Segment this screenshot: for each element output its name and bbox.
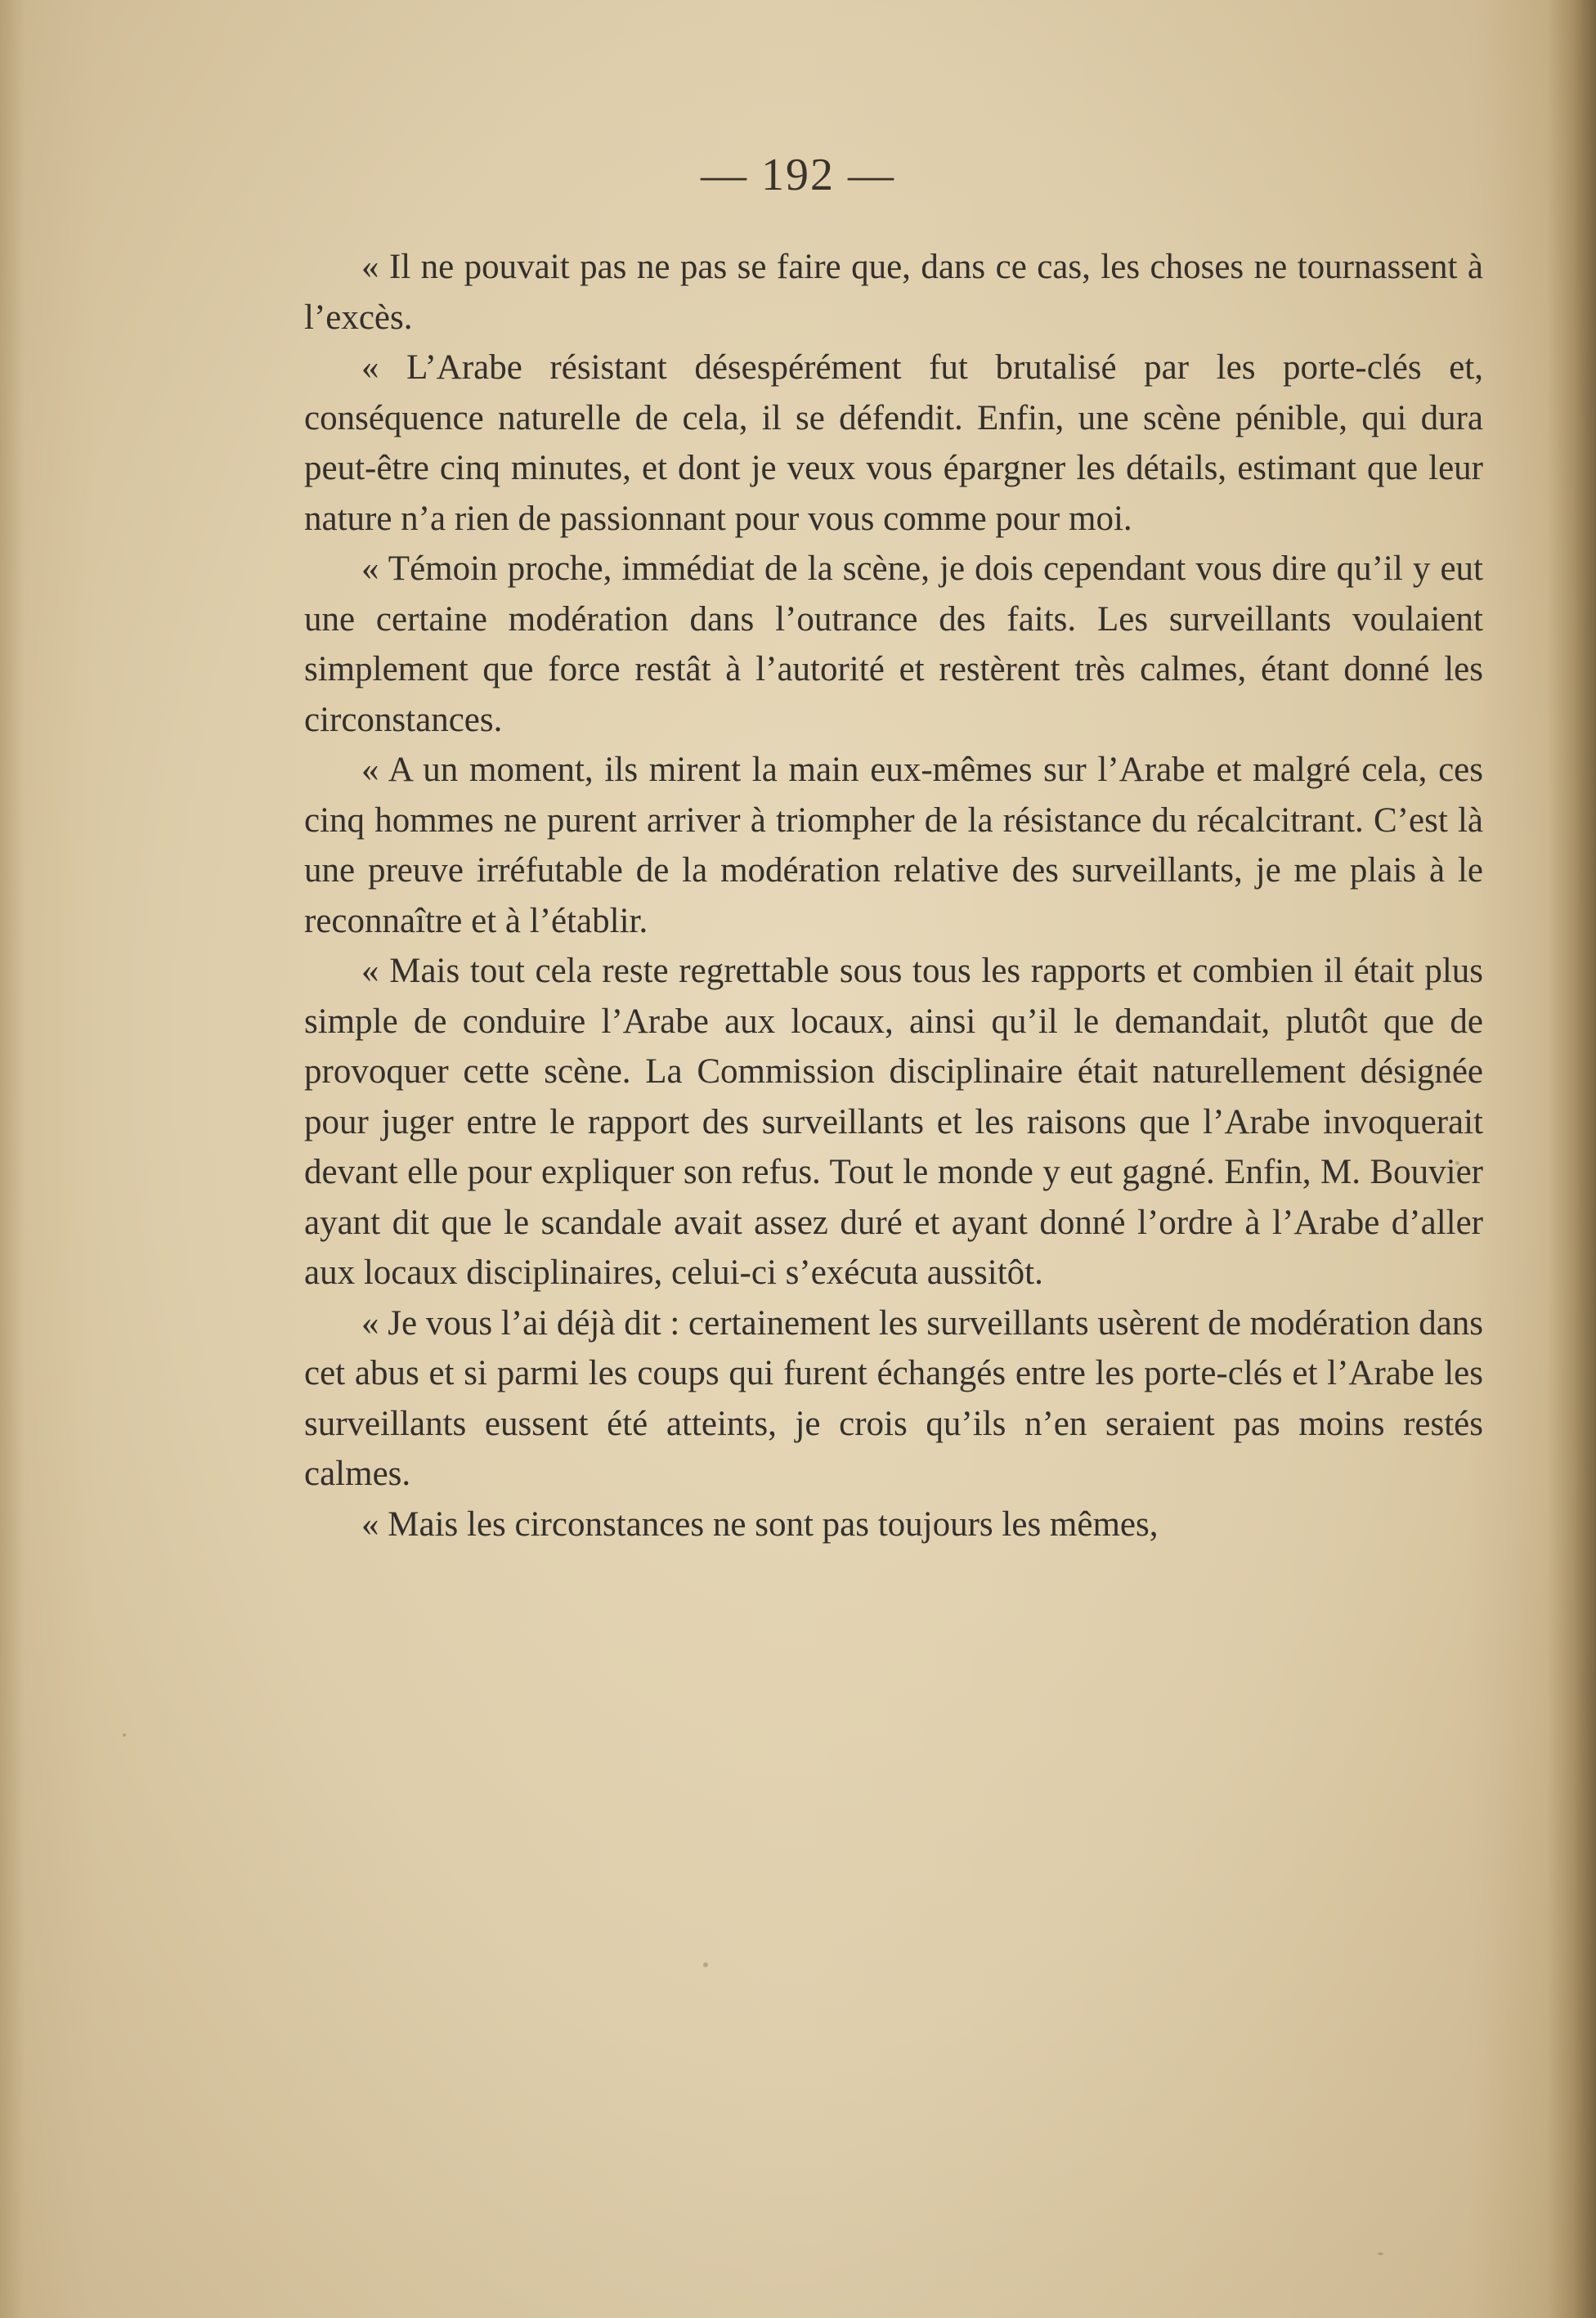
page-right-edge-shadow <box>1547 0 1596 2318</box>
paper-speck <box>123 1733 126 1737</box>
paragraph: « Mais tout cela reste regrettable sous tous les rapports et combien il était plus simple de conduire l’Arabe aux locaux, ainsi qu’il le demandait, plutôt que de provoquer cette scène. La Commission disciplinaire était naturellement désignée pour juger entre le rapport des surveillants et les raisons que l’Arabe invoquerait devant elle pour expliquer son refus. Tout le monde y eut gagné. Enfin, M. Bouvier ayant dit que le scandale avait assez duré et ayant donné l’ordre à l’Arabe d’aller aux locaux disciplinaires, celui-ci s’exécuta aussitôt. <box>304 952 1483 1292</box>
paragraph: « A un moment, ils mirent la main eux-mêmes sur l’Arabe et malgré cela, ces cinq hommes ne purent arriver à triompher de la résistance du récalcitrant. C’est là une preuve irréfutable de la modération relative des surveillants, je me plais à le reconnaître et à l’établir. <box>304 751 1483 940</box>
paper-speck <box>703 1962 708 1967</box>
paragraph: « Mais les circonstances ne sont pas toujours les mêmes, <box>361 1504 1159 1544</box>
paragraph: « Je vous l’ai déjà dit : certainement les surveillants usèrent de modération dans cet abus et si parmi les coups qui furent échangés entre les porte-clés et l’Arabe les surveillants eussent été atteints, je crois qu’ils n’en seraient pas moins restés calmes. <box>304 1303 1484 1493</box>
paragraph: « Il ne pouvait pas ne pas se faire que, dans ce cas, les choses ne tournassent à l’excès. <box>304 248 1483 337</box>
paragraph: « L’Arabe résistant désespérément fut brutalisé par les porte-clés et, conséquence naturelle de cela, il se défendit. Enfin, une scène pénible, qui dura peut-être cinq minutes, et dont je veux vous épargner les détails, estimant que leur nature n’a rien de passionnant pour vous comme pour moi. <box>304 348 1483 538</box>
page-number: — 192 — <box>701 150 895 200</box>
page-left-edge-shadow <box>0 0 25 2318</box>
paragraph: « Témoin proche, immédiat de la scène, je dois cependant vous dire qu’il y eut une certaine modération dans l’outrance des faits. Les surveillants voulaient simplement que force restât à l’autorité et restèrent très calmes, étant donné les circonstances. <box>304 549 1483 739</box>
paper-speck <box>1378 2253 1383 2255</box>
body-text <box>304 242 1483 1549</box>
